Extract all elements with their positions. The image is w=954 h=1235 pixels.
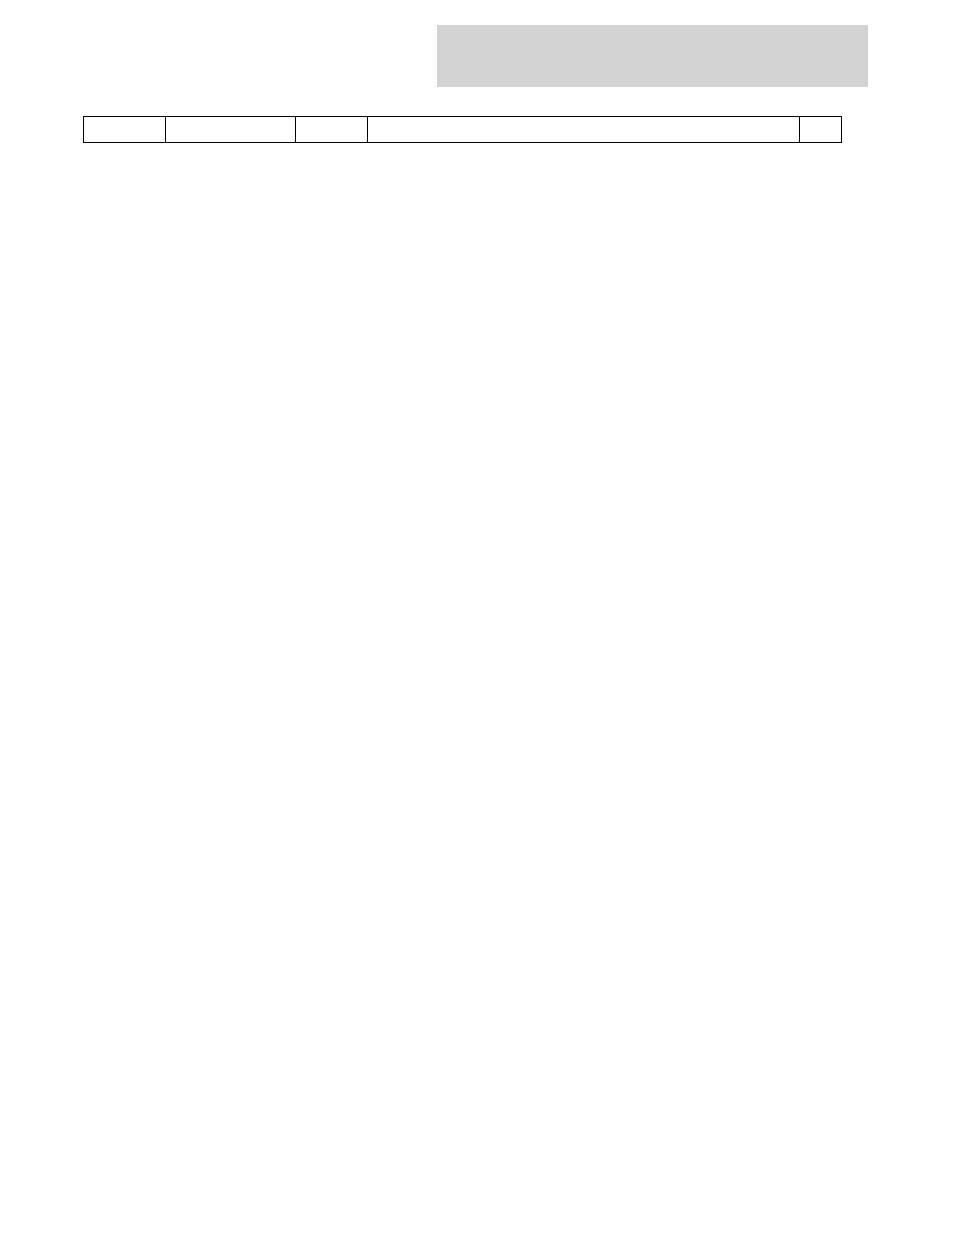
column-header-rev bbox=[800, 117, 842, 143]
column-header-part-number bbox=[166, 117, 296, 143]
table-header-row bbox=[84, 117, 842, 143]
parts-table bbox=[83, 116, 842, 143]
column-header-item bbox=[84, 117, 166, 143]
column-header-qty bbox=[296, 117, 368, 143]
section-banner bbox=[437, 25, 868, 87]
column-header-description bbox=[368, 117, 800, 143]
